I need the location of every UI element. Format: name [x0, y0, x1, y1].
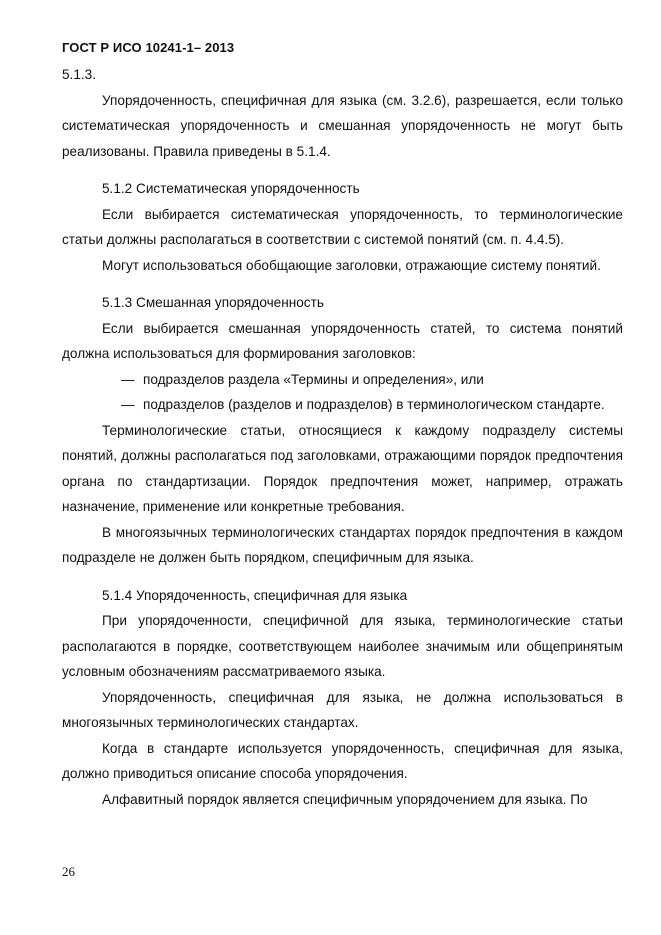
dash-bullet: —: [121, 371, 135, 387]
spacer: [62, 278, 623, 290]
paragraph: Упорядоченность, специфичная для языка, не должна использоваться в многоязычных терминологических стандартах.: [62, 689, 623, 730]
paragraph: Алфавитный порядок является специфичным упорядочением для языка. По: [102, 791, 588, 807]
paragraph: Упорядоченность, специфичная для языка (см. 3.2.6), разрешается, если только систематическая упорядоченность и смешанная упорядоченность не могут быть реализованы. Правила приведены в 5.1.4.: [62, 92, 623, 159]
paragraph: Могут использоваться обобщающие заголовки, отражающие систему понятий.: [102, 257, 601, 273]
paragraph: Терминологические статьи, относящиеся к каждому подразделу системы понятий, должны располагаться под заголовками, отражающими порядок предпочтения органа по стандартизации. Порядок предпочтения может, например, отражать назначение, применение или конкретные требования.: [62, 422, 623, 514]
section-heading-5-1-2: 5.1.2 Систематическая упорядоченность: [102, 181, 360, 196]
dash-bullet: —: [121, 397, 135, 412]
paragraph: Если выбирается систематическая упорядоченность, то терминологические статьи должны располагаться в соответствии с системой понятий (см. п. 4.4.5).: [62, 206, 623, 247]
spacer: [62, 164, 623, 176]
paragraph: Когда в стандарте используется упорядоченность, специфичная для языка, должно приводиться описание способа упорядочения.: [62, 740, 623, 781]
section-heading-5-1-4: 5.1.4 Упорядоченность, специфичная для языка: [102, 587, 408, 603]
document-header: ГОСТ Р ИСО 10241-1– 2013: [62, 40, 235, 55]
paragraph: В многоязычных терминологических стандартах порядок предпочтения в каждом подразделе не должен быть порядком, специфичным для языка.: [62, 524, 623, 565]
spacer: [62, 571, 623, 583]
body-text: [62, 62, 623, 812]
list-item: [62, 367, 623, 393]
paragraph: Если выбирается смешанная упорядоченность статей, то система понятий должна использоваться для формирования заголовков:: [62, 320, 623, 361]
list-item-text: подразделов (разделов и подразделов) в терминологическом стандарте.: [143, 397, 605, 412]
continuation-ref: 5.1.3.: [62, 67, 97, 82]
list-item-text: подразделов раздела «Термины и определения», или: [143, 371, 484, 387]
list-item: [62, 392, 623, 418]
paragraph: При упорядоченности, специфичной для языка, терминологические статьи располагаются в порядке, соответствующем наиболее значимым или общепринятым условным обозначениям рассматриваемого языка.: [62, 613, 623, 679]
page-number: 26: [62, 864, 75, 879]
section-heading-5-1-3: 5.1.3 Смешанная упорядоченность: [102, 295, 324, 310]
